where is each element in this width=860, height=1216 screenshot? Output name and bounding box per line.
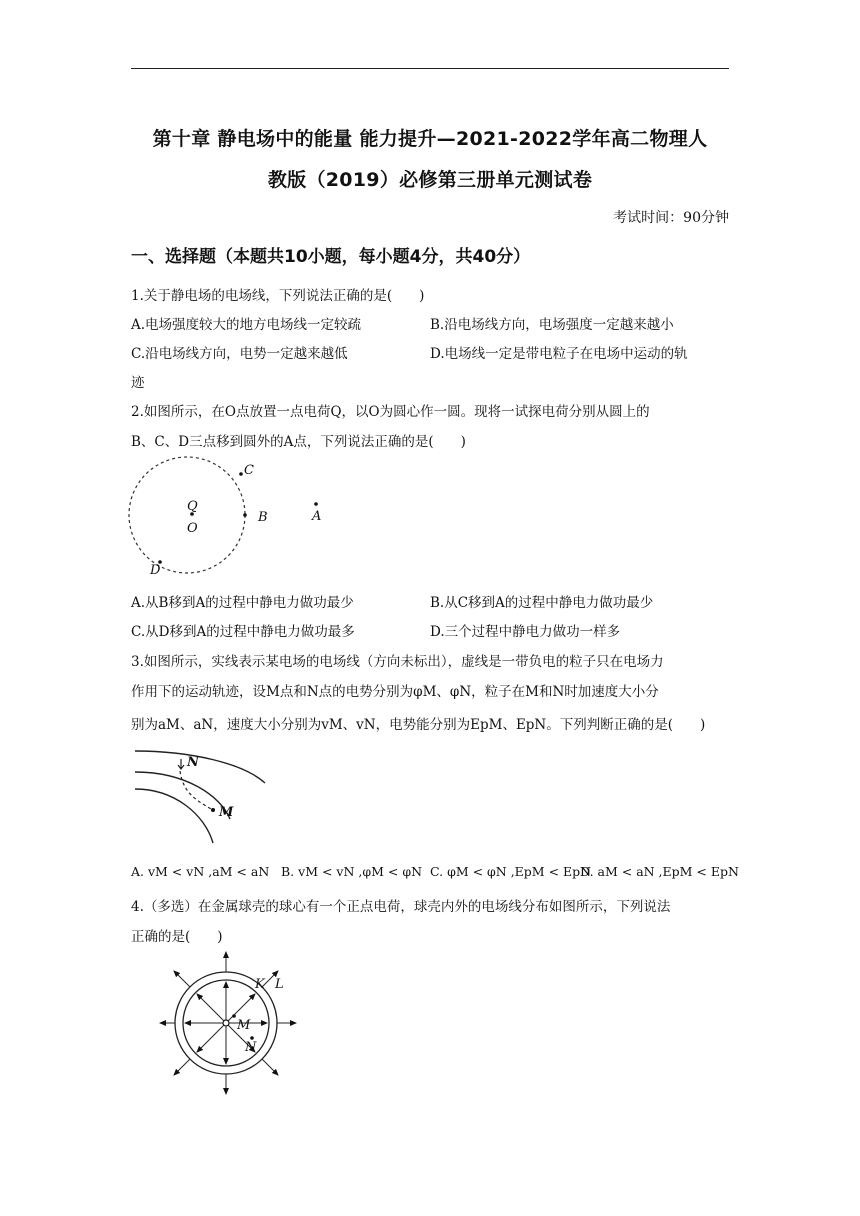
dashed-circle — [129, 457, 245, 573]
q3-option-d: D. aM < aN ,EpM < EpN — [580, 864, 739, 879]
label-a: A — [312, 509, 322, 524]
field-line-1 — [135, 751, 265, 783]
point-m — [232, 1014, 236, 1018]
field-line-3 — [135, 789, 213, 843]
label-o: O — [187, 521, 198, 536]
q4-stem-line-2: 正确的是( ) — [131, 929, 223, 945]
point-m — [211, 808, 215, 812]
label-b: B — [258, 510, 268, 525]
q4-stem-line-1: 4.（多选）在金属球壳的球心有一个正点电荷，球壳内外的电场线分布如图所示，下列说法 — [131, 899, 671, 915]
q2-option-b: B.从C移到A的过程中静电力做功最少 — [430, 595, 654, 611]
q1-option-a: A.电场强度较大的地方电场线一定较疏 — [131, 317, 362, 333]
q2-figure — [130, 455, 330, 580]
page-title-line-1: 第十章 静电场中的能量 能力提升—2021-2022学年高二物理人 — [152, 128, 708, 150]
q3-stem-line-3: 别为aM、aN，速度大小分别为vM、vN，电势能分别为EpM、EpN。下列判断正确的是( ) — [131, 717, 706, 733]
header-rule — [131, 68, 729, 69]
label-c: C — [244, 463, 254, 478]
q3-figure — [135, 745, 270, 850]
field-line-2 — [135, 772, 230, 819]
q2-stem-line-1: 2.如图所示，在O点放置一点电荷Q，以O为圆心作一圆。现将一试探电荷分别从圆上的 — [131, 404, 650, 420]
q1-option-d: D.电场线一定是带电粒子在电场中运动的轨 — [430, 346, 688, 362]
q1-option-c: C.沿电场线方向，电势一定越来越低 — [131, 346, 348, 362]
section-title: 一、选择题（本题共10小题，每小题4分，共40分） — [131, 247, 531, 267]
q1-option-d-continuation: 迹 — [131, 375, 145, 391]
point-c — [239, 472, 243, 476]
q2-stem-line-2: B、C、D三点移到圆外的A点，下列说法正确的是( ) — [131, 434, 466, 450]
q2-option-a: A.从B移到A的过程中静电力做功最少 — [131, 595, 354, 611]
label-n: N — [187, 755, 199, 770]
q3-option-a: A. vM < vN ,aM < aN — [131, 864, 270, 879]
point-a — [314, 502, 318, 506]
q3-stem-line-2: 作用下的运动轨迹，设M点和N点的电势分别为φM、φN，粒子在M和N时加速度大小分 — [131, 684, 659, 700]
label-m: M — [219, 805, 234, 820]
q2-option-c: C.从D移到A的过程中静电力做功最多 — [131, 624, 355, 640]
page-title-line-2: 教版（2019）必修第三册单元测试卷 — [267, 169, 593, 191]
q3-option-b: B. vM < vN ,φM < φN — [281, 864, 423, 879]
label-l: L — [275, 977, 284, 992]
arrow-down-icon — [178, 759, 184, 769]
label-d: D — [150, 563, 161, 578]
exam-time: 考试时间：90分钟 — [613, 210, 729, 226]
label-m: M — [237, 1018, 251, 1033]
label-k: K — [255, 977, 265, 992]
q1-stem: 1.关于静电场的电场线，下列说法正确的是( ) — [131, 288, 425, 304]
q4-figure — [160, 950, 300, 1095]
q3-stem-line-1: 3.如图所示，实线表示某电场的电场线（方向未标出），虚线是一带负电的粒子只在电场力 — [131, 654, 664, 670]
label-q: Q — [187, 499, 198, 514]
q3-option-c: C. φM < φN ,EpM < EpN — [430, 864, 592, 879]
point-b — [243, 513, 247, 517]
label-n: N — [245, 1040, 257, 1055]
q2-option-d: D.三个过程中静电力做功一样多 — [430, 624, 621, 640]
q1-option-b: B.沿电场线方向，电场强度一定越来越小 — [430, 317, 674, 333]
